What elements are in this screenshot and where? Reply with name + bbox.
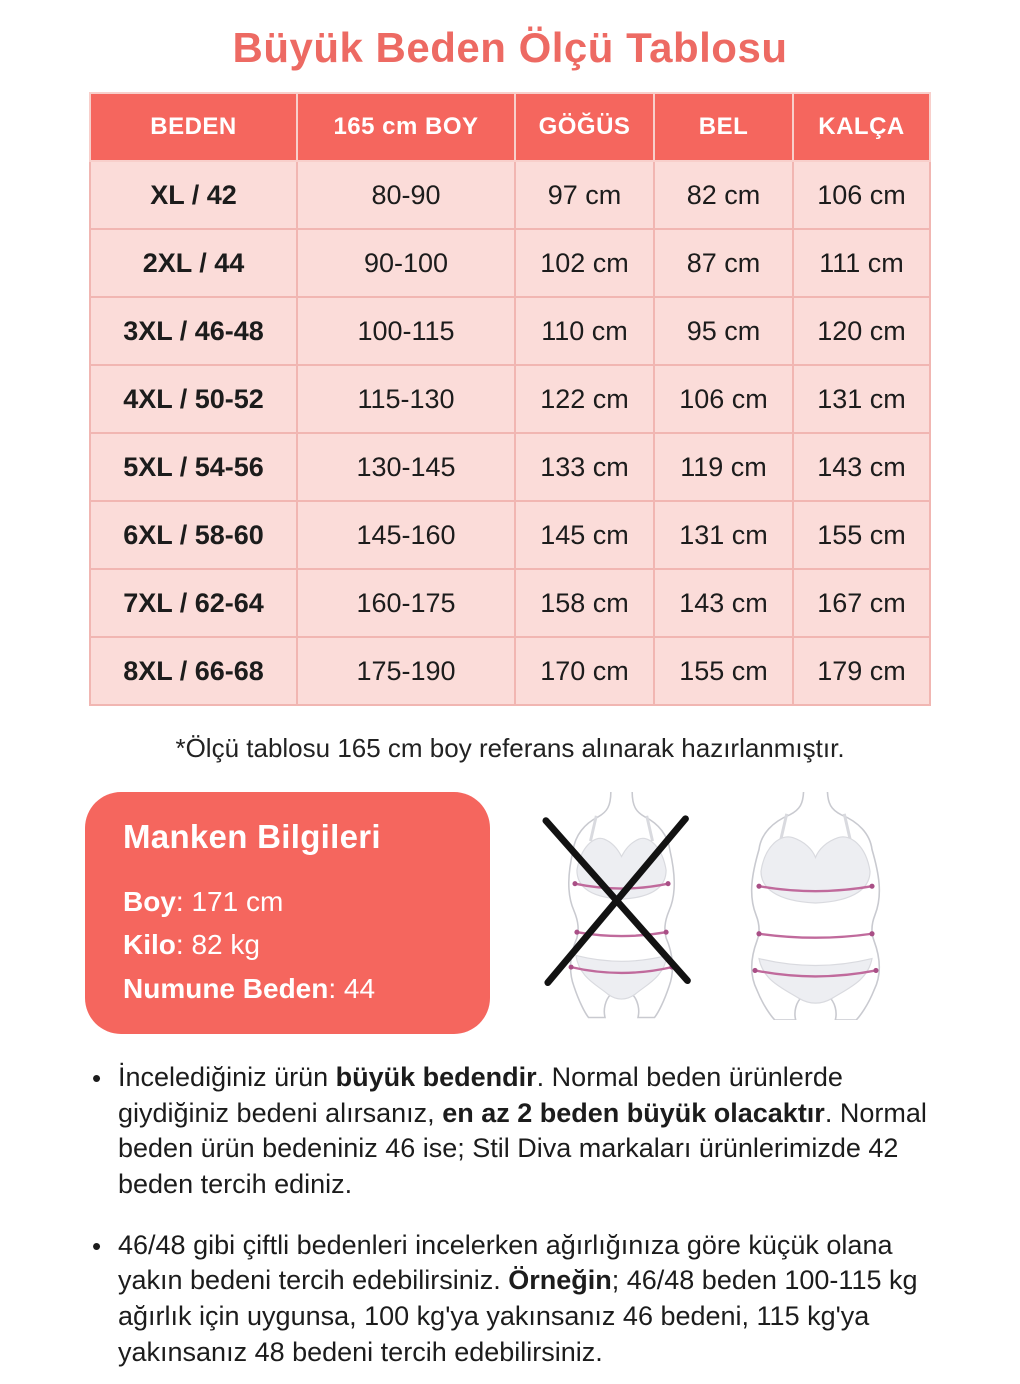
table-row	[90, 297, 930, 365]
measure-dot	[664, 930, 669, 935]
size-cell: 5XL / 54-56	[90, 433, 297, 501]
measure-dot	[756, 884, 761, 889]
measure-dot	[869, 884, 874, 889]
measure-cell: 110 cm	[515, 297, 654, 365]
model-sample-size-value: 44	[343, 972, 376, 1004]
bold-text-segment: büyük bedendir	[335, 1062, 537, 1093]
measure-cell: 143 cm	[793, 433, 930, 501]
text-segment: . Normal beden ürün bedeniniz 46 ise; Stil Diva markaları ürünlerimizde 42 beden tercih ediniz.	[118, 1097, 927, 1200]
column-header: BEL	[654, 93, 793, 161]
model-weight-line	[123, 923, 466, 966]
measure-cell: 106 cm	[793, 161, 930, 229]
table-header-row	[90, 93, 930, 161]
measure-cell: 80-90	[297, 161, 515, 229]
separator: :	[328, 972, 344, 1004]
page-title: Büyük Beden Ölçü Tablosu	[232, 24, 788, 71]
figure-illustrations	[542, 792, 904, 1025]
text-segment: ; 46/48 beden 100-115 kg ağırlık için uygunsa, 100 kg'ya yakınsanız 46 bedeni, 115 kg'ya yakınsanız 48 bedeni tercih edebilirsiniz.	[118, 1265, 918, 1367]
measure-cell: 119 cm	[654, 433, 793, 501]
table-row	[90, 161, 930, 229]
measure-cell: 115-130	[297, 365, 515, 433]
measure-cell: 122 cm	[515, 365, 654, 433]
text-segment: 46/48 gibi çiftli bedenleri incelerken ağırlığınıza göre küçük olana yakın bedeni tercih edebilirsiniz.	[118, 1229, 893, 1296]
measure-cell: 102 cm	[515, 229, 654, 297]
measure-cell: 90-100	[297, 229, 515, 297]
size-cell: 7XL / 62-64	[90, 569, 297, 637]
note-bullet	[90, 1228, 932, 1371]
measure-cell: 87 cm	[654, 229, 793, 297]
measure-cell: 160-175	[297, 569, 515, 637]
measure-cell: 145-160	[297, 501, 515, 569]
plus-body-svg	[728, 792, 904, 1020]
separator: :	[175, 886, 192, 917]
table-row	[90, 569, 930, 637]
measure-cell: 131 cm	[793, 365, 930, 433]
measure-dot	[756, 931, 761, 936]
measure-cell: 167 cm	[793, 569, 930, 637]
measure-cell: 120 cm	[793, 297, 930, 365]
note-bullet	[90, 1060, 932, 1203]
column-header: KALÇA	[793, 93, 930, 161]
model-weight-value: 82 kg	[191, 929, 260, 961]
size-cell: 8XL / 66-68	[90, 637, 297, 705]
table-row	[90, 433, 930, 501]
measure-cell: 95 cm	[654, 297, 793, 365]
measure-cell: 155 cm	[793, 501, 930, 569]
bold-text-segment: en az 2 beden büyük olacaktır	[442, 1097, 825, 1128]
measure-dot	[574, 930, 579, 935]
measure-dot	[873, 968, 878, 973]
measure-dot	[572, 881, 577, 886]
crossed-out-slim-body-icon	[542, 792, 702, 1025]
column-header: GÖĞÜS	[515, 93, 654, 161]
measure-cell: 143 cm	[654, 569, 793, 637]
table-row	[90, 637, 930, 705]
measure-cell: 133 cm	[515, 433, 654, 501]
measure-cell: 155 cm	[654, 637, 793, 705]
table-reference-note: *Ölçü tablosu 165 cm boy referans alınarak hazırlanmıştır.	[175, 733, 845, 763]
measure-cell: 170 cm	[515, 637, 654, 705]
measure-dot	[569, 965, 574, 970]
measure-cell: 97 cm	[515, 161, 654, 229]
measure-cell: 106 cm	[654, 365, 793, 433]
size-cell: 6XL / 58-60	[90, 501, 297, 569]
measure-cell: 130-145	[297, 433, 515, 501]
slim-body-svg	[542, 792, 702, 1020]
size-cell: 3XL / 46-48	[90, 297, 297, 365]
separator: :	[175, 929, 192, 961]
measure-cell: 100-115	[297, 297, 515, 365]
measure-cell: 82 cm	[654, 161, 793, 229]
column-header: 165 cm BOY	[297, 93, 515, 161]
measure-cell: 131 cm	[654, 501, 793, 569]
text-segment: . Normal beden ürünlerde giydiğiniz bedeni alırsanız,	[118, 1062, 843, 1128]
model-height-label: Boy	[123, 886, 176, 917]
measure-dot	[666, 881, 671, 886]
model-info-box	[85, 792, 490, 1034]
model-sample-size-label: Numune Beden	[123, 972, 329, 1004]
table-row	[90, 365, 930, 433]
model-sample-size-line	[123, 967, 466, 1010]
plus-size-body-measurement-icon	[728, 792, 904, 1025]
measure-dot	[752, 968, 757, 973]
measure-cell: 175-190	[297, 637, 515, 705]
model-weight-label: Kilo	[123, 929, 176, 961]
measure-cell: 145 cm	[515, 501, 654, 569]
table-body	[90, 161, 930, 705]
model-info-section	[85, 792, 1020, 1034]
size-cell: 2XL / 44	[90, 229, 297, 297]
measure-dot	[869, 931, 874, 936]
size-cell: 4XL / 50-52	[90, 365, 297, 433]
measure-cell: 158 cm	[515, 569, 654, 637]
column-header: BEDEN	[90, 93, 297, 161]
bold-text-segment: Örneğin	[508, 1265, 612, 1296]
text-segment: İncelediğiniz ürün	[118, 1062, 336, 1093]
model-height-value: 171 cm	[191, 886, 284, 917]
measure-cell: 179 cm	[793, 637, 930, 705]
model-height-line	[123, 880, 466, 923]
table-row	[90, 229, 930, 297]
measure-cell: 111 cm	[793, 229, 930, 297]
model-info-title: Manken Bilgileri	[123, 818, 381, 855]
table-row	[90, 501, 930, 569]
notes-list	[90, 1060, 932, 1370]
size-table	[89, 92, 931, 706]
size-cell: XL / 42	[90, 161, 297, 229]
